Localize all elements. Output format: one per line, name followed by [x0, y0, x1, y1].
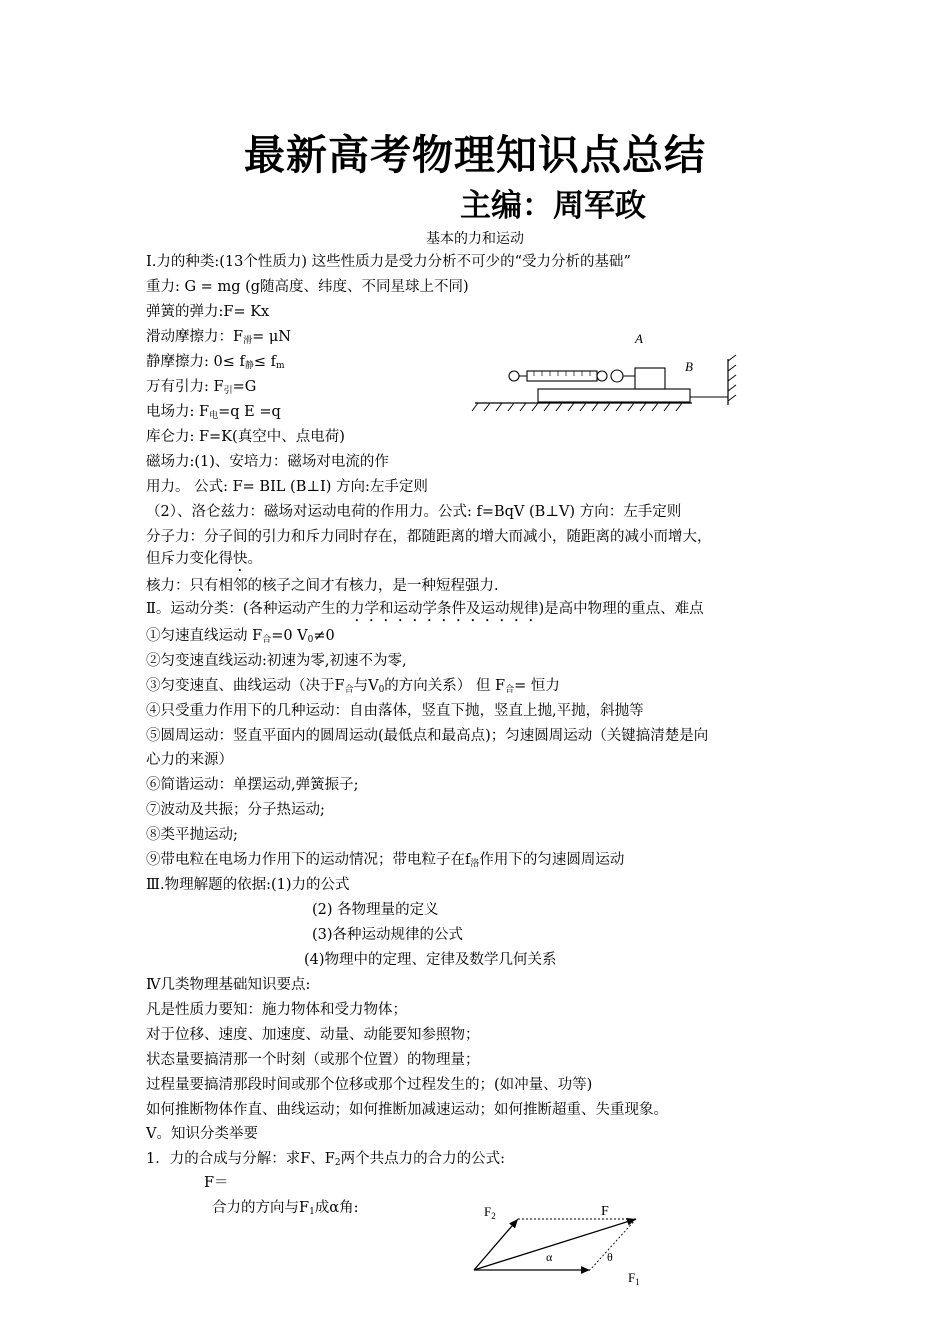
section-subtitle: 基本的力和运动	[426, 231, 524, 247]
static-friction-line: 静摩擦力: $0\le f_静\le f_m$	[146, 354, 285, 371]
section5-heading: Ⅴ。知识分类举要	[146, 1126, 258, 1142]
section4-heading: Ⅳ几类物理基础知识要点:	[146, 977, 311, 993]
board-a	[538, 389, 690, 402]
molecular-line-1: 分子力：分子间的引力和斥力同时存在，都随距离的增大而减小，随距离的减小而增大，	[146, 529, 712, 545]
label-f1: $F_1$	[628, 1270, 640, 1287]
resultant-formula: F＝	[204, 1175, 229, 1191]
spring-line: 弹簧的弹力:F= Kx	[146, 304, 270, 320]
block-b	[635, 368, 665, 389]
spring-balance-diagram	[470, 325, 750, 425]
label-f: F	[601, 1204, 609, 1219]
basis-item-3: (3)各种运动规律的公式	[312, 927, 464, 943]
label-theta: θ	[607, 1250, 613, 1264]
motion-item-4: ④只受重力作用下的几种运动：自由落体，竖直下抛，竖直上抛,平抛，斜抛等	[146, 703, 644, 719]
gravity-line: 重力: G = mg (g随高度、纬度、不同星球上不同)	[146, 279, 469, 295]
editor-line: 主编：周军政	[460, 188, 646, 224]
section1-heading: Ⅰ.力的种类:(13个性质力) 这些性质力是受力分析不可少的“受力分析的基础”	[146, 254, 631, 270]
knowledge-line-3: 状态量要搞清那一个时刻（或那个位置）的物理量；	[146, 1052, 480, 1068]
motion-item-3: ③匀变速直、曲线运动（决于$F_合$与$V_0$的方向关系） 但 $F_合=$ 恒力	[146, 678, 560, 695]
magnetic-line-2: 用力。 公式: F= BIL (B⊥I) 方向:左手定则	[146, 479, 428, 495]
label-f2: $F_2$	[484, 1204, 496, 1221]
section2-heading: Ⅱ。运动分类：(各种运动产生的力学和运动学条件及运动规律)是高中物理的重点、难点	[146, 601, 704, 617]
page-title: 最新高考物理知识点总结	[244, 131, 706, 179]
vector-f2	[474, 1219, 518, 1270]
basis-item-2: (2) 各物理量的定义	[312, 902, 439, 918]
motion-item-9: ⑨带电粒在电场力作用下的运动情况；带电粒子在$f_洛$作用下的匀速圆周运动	[146, 852, 625, 869]
section3-heading: Ⅲ.物理解题的依据:(1)力的公式	[146, 877, 350, 893]
motion-item-2: ②匀变速直线运动:初速为零,初速不为零,	[146, 653, 407, 669]
force-composition-line: 1．力的合成与分解：求F、$F_2$两个共点力的合力的公式:	[146, 1151, 505, 1168]
motion-item-5a: ⑤圆周运动：竖直平面内的圆周运动(最低点和最高点)；匀速圆周运动（关键搞清楚是向	[146, 728, 709, 744]
knowledge-line-1: 凡是性质力要知：施力物体和受力物体；	[146, 1002, 407, 1018]
nuclear-line: 核力：只有相邻的核子之间才有核力，是一种短程强力.	[146, 578, 499, 594]
basis-item-4: (4)物理中的定理、定律及数学几何关系	[304, 952, 557, 968]
sliding-friction-line: 滑动摩擦力：$F_滑= \mu N$	[146, 329, 291, 346]
knowledge-line-5: 如何推断物体作直、曲线运动；如何推断加减速运动；如何推断超重、失重现象。	[146, 1102, 668, 1118]
motion-item-1: ①匀速直线运动 $F_合=0$ $V_0\ne 0$	[146, 628, 335, 645]
lorentz-line: （2）、洛仑兹力：磁场对运动电荷的作用力。公式: f=BqV (B⊥V) 方向：左手定则	[146, 504, 682, 520]
diagram-label-b: B	[685, 359, 693, 374]
motion-item-5b: 心力的来源）	[146, 752, 233, 768]
knowledge-line-2: 对于位移、速度、加速度、动量、动能要知参照物；	[146, 1027, 480, 1043]
diagram-label-a: A	[635, 331, 643, 346]
label-alpha: α	[546, 1250, 553, 1264]
knowledge-line-4: 过程量要搞清那段时间或那个位移或那个过程发生的；(如冲量、功等)	[146, 1077, 593, 1093]
force-parallelogram-diagram	[470, 1198, 660, 1288]
coulomb-line: 库仑力: F=K(真空中、点电荷)	[146, 429, 345, 445]
motion-item-8: ⑧类平抛运动;	[146, 827, 238, 843]
electric-force-line: 电场力: $F_电=q$ E =q	[146, 404, 281, 421]
molecular-line-2: 但斥力变化得快。	[146, 551, 262, 567]
motion-item-7: ⑦波动及共振；分子热运动;	[146, 802, 325, 818]
magnetic-line-1: 磁场力:(1)、安培力：磁场对电流的作	[146, 454, 389, 470]
motion-item-6: ⑥简谐运动：单摆运动,弹簧振子;	[146, 777, 359, 793]
universal-gravitation-line: 万有引力: $F_引=G$	[146, 379, 257, 396]
resultant-direction: 合力的方向与$F_1$成α角:	[212, 1200, 359, 1217]
spring-balance	[527, 371, 597, 381]
